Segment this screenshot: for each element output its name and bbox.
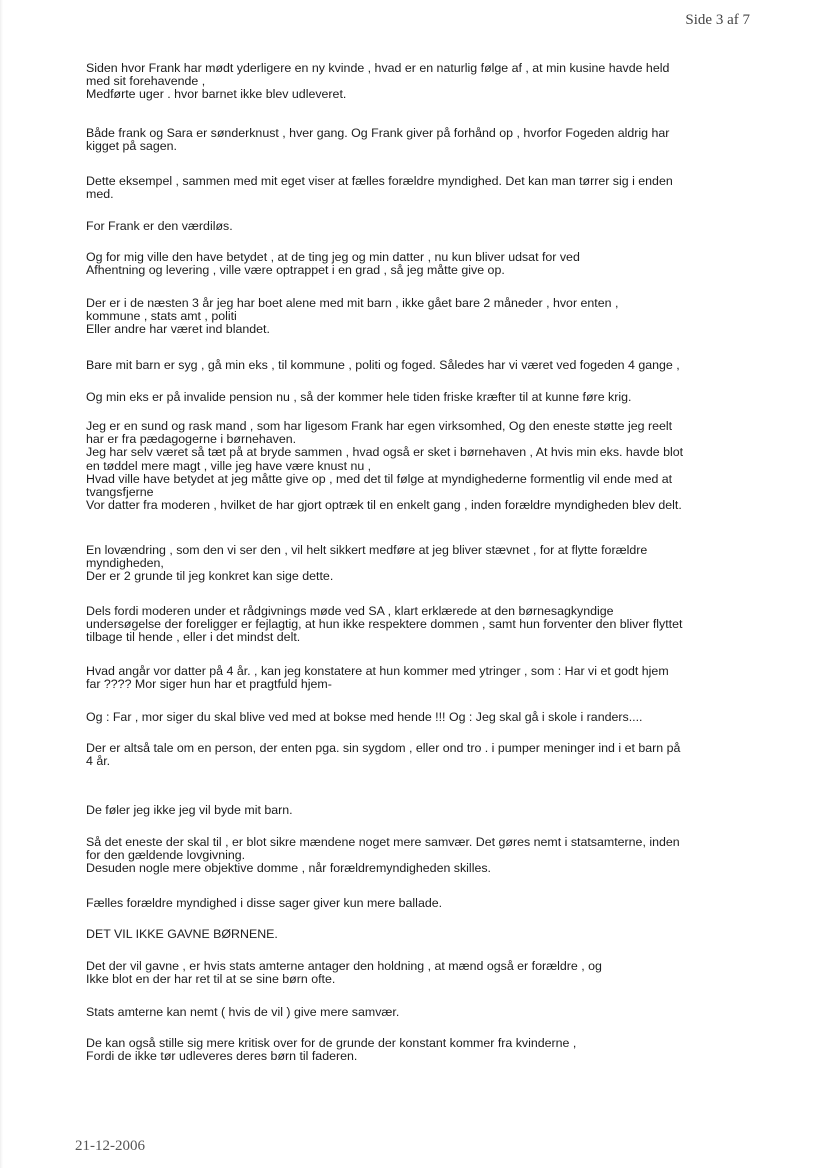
text-line: Og : Far , mor siger du skal blive ved med at bokse med hende !!! Og : Jeg skal gå i skole i randers.... bbox=[86, 710, 643, 724]
paragraph bbox=[86, 836, 751, 876]
paragraph bbox=[86, 391, 751, 404]
text-line: Eller andre har været ind blandet. bbox=[86, 322, 270, 337]
paragraph bbox=[86, 605, 751, 645]
paragraph bbox=[86, 420, 751, 512]
page-number: Side 3 af 7 bbox=[685, 12, 750, 28]
paragraph bbox=[86, 897, 751, 910]
text-line: Ikke blot en der har ret til at se sine børn ofte. bbox=[86, 972, 336, 987]
paragraph bbox=[86, 1037, 751, 1063]
text-line: For Frank er den værdiløs. bbox=[86, 219, 233, 233]
text-line: Desuden nogle mere objektive domme , når forældremyndigheden skilles. bbox=[86, 861, 491, 876]
paragraph bbox=[86, 251, 751, 277]
text-line: far ???? Mor siger hun har et pragtfuld hjem- bbox=[86, 677, 332, 692]
paragraph bbox=[86, 804, 751, 817]
text-line: tilbage til hende , eller i det mindst delt. bbox=[86, 630, 301, 645]
text-line: Dette eksempel , sammen med mit eget viser at fælles forældre myndighed. Det kan man tørrer sig i enden bbox=[86, 174, 673, 188]
text-line: De kan også stille sig mere kritisk over for de grunde der konstant kommer fra kvinderne , bbox=[86, 1036, 577, 1050]
text-line: Afhentning og levering , ville være optrappet i en grad , så jeg måtte give op. bbox=[86, 263, 505, 278]
paragraph bbox=[86, 297, 751, 337]
text-line: En lovændring , som den vi ser den , vil helt sikkert medføre at jeg bliver stævnet , for at flytte forældre bbox=[86, 543, 648, 557]
text-line: Hvad ville have betydet at jeg måtte give op , med det til følge at myndighederne formentlig vil ende med at bbox=[86, 471, 673, 486]
text-line: Medførte uger . hvor barnet ikke blev udleveret. bbox=[86, 87, 347, 102]
text-line: Fælles forældre myndighed i disse sager giver kun mere ballade. bbox=[86, 896, 443, 910]
text-line: Siden hvor Frank har mødt yderligere en ny kvinde , hvad er en naturlig følge af , at min kusine havde held bbox=[86, 61, 670, 75]
text-line: De føler jeg ikke jeg vil byde mit barn. bbox=[86, 803, 293, 817]
paragraph bbox=[86, 928, 751, 941]
text-line: Der er i de næsten 3 år jeg har boet alene med mit barn , ikke gået bare 2 måneder , hvor enten , bbox=[86, 296, 619, 310]
text-line: med. bbox=[86, 187, 114, 202]
text-line: kigget på sagen. bbox=[86, 139, 177, 154]
text-line: Stats amterne kan nemt ( hvis de vil ) give mere samvær. bbox=[86, 1005, 400, 1019]
text-line: Der er 2 grunde til jeg konkret kan sige dette. bbox=[86, 569, 334, 584]
text-line: Jeg har selv været så tæt på at bryde sammen , hvad også er sket i børnehaven , At hvis min eks. havde blot bbox=[86, 445, 684, 460]
paragraph bbox=[86, 711, 751, 724]
paragraph bbox=[86, 62, 751, 102]
text-line: Dels fordi moderen under et rådgivnings møde ved SA , klart erklærede at den børnesagkyndige bbox=[86, 604, 614, 618]
footer-date: 21-12-2006 bbox=[75, 1138, 145, 1154]
text-line: Og for mig ville den have betydet , at de ting jeg og min datter , nu kun bliver udsat for ved bbox=[86, 250, 580, 264]
paragraph bbox=[86, 127, 751, 153]
paragraph bbox=[86, 175, 751, 201]
text-line: Vor datter fra moderen , hvilket de har gjort optræk til en enkelt gang , inden forældre myndigheden blev delt. bbox=[86, 498, 682, 513]
text-line: DET VIL IKKE GAVNE BØRNENE. bbox=[86, 927, 278, 941]
text-line: Både frank og Sara er sønderknust , hver gang. Og Frank giver på forhånd op , hvorfor Fogeden aldrig har bbox=[86, 126, 670, 140]
text-line: har er fra pædagogerne i børnehaven. bbox=[86, 432, 297, 447]
text-line: for den gældende lovgivning. bbox=[86, 848, 246, 863]
text-line: Fordi de ikke tør udleveres deres børn til faderen. bbox=[86, 1049, 358, 1064]
text-line: Bare mit barn er syg , gå min eks , til kommune , politi og foged. Således har vi været ved fogeden 4 gange , bbox=[86, 358, 680, 372]
text-line: kommune , stats amt , politi bbox=[86, 309, 237, 324]
text-line: Der er altså tale om en person, der enten pga. sin sygdom , eller ond tro . i pumper meninger ind i et barn på bbox=[86, 741, 681, 755]
text-line: en tøddel mere magt , ville jeg have være knust nu , bbox=[86, 458, 372, 473]
text-line: Og min eks er på invalide pension nu , så der kommer hele tiden friske kræfter til at kunne føre krig. bbox=[86, 390, 632, 404]
text-line: myndigheden, bbox=[86, 556, 164, 571]
text-line: med sit forehavende , bbox=[86, 74, 206, 89]
paragraph bbox=[86, 742, 751, 768]
text-line: Hvad angår vor datter på 4 år. , kan jeg konstatere at hun kommer med ytringer , som : Har vi et godt hjem bbox=[86, 664, 669, 678]
paragraph bbox=[86, 359, 751, 372]
scan-edge bbox=[0, 0, 3, 1168]
text-line: Så det eneste der skal til , er blot sikre mændene noget mere samvær. Det gøres nemt i statsamterne, inden bbox=[86, 835, 680, 849]
paragraph bbox=[86, 544, 751, 584]
text-line: undersøgelse der foreligger er fejlagtig, at hun ikke respektere dommen , samt hun forventer den bliver flyttet bbox=[86, 617, 683, 632]
text-line: tvangsfjerne bbox=[86, 485, 154, 500]
paragraph bbox=[86, 1006, 751, 1019]
text-line: Jeg er en sund og rask mand , som har ligesom Frank har egen virksomhed, Og den eneste støtte jeg reelt bbox=[86, 419, 673, 433]
paragraph bbox=[86, 960, 751, 986]
paragraph bbox=[86, 665, 751, 691]
text-line: 4 år. bbox=[86, 754, 111, 769]
paragraph bbox=[86, 220, 751, 233]
text-line: Det der vil gavne , er hvis stats amterne antager den holdning , at mænd også er forældre , og bbox=[86, 959, 602, 973]
